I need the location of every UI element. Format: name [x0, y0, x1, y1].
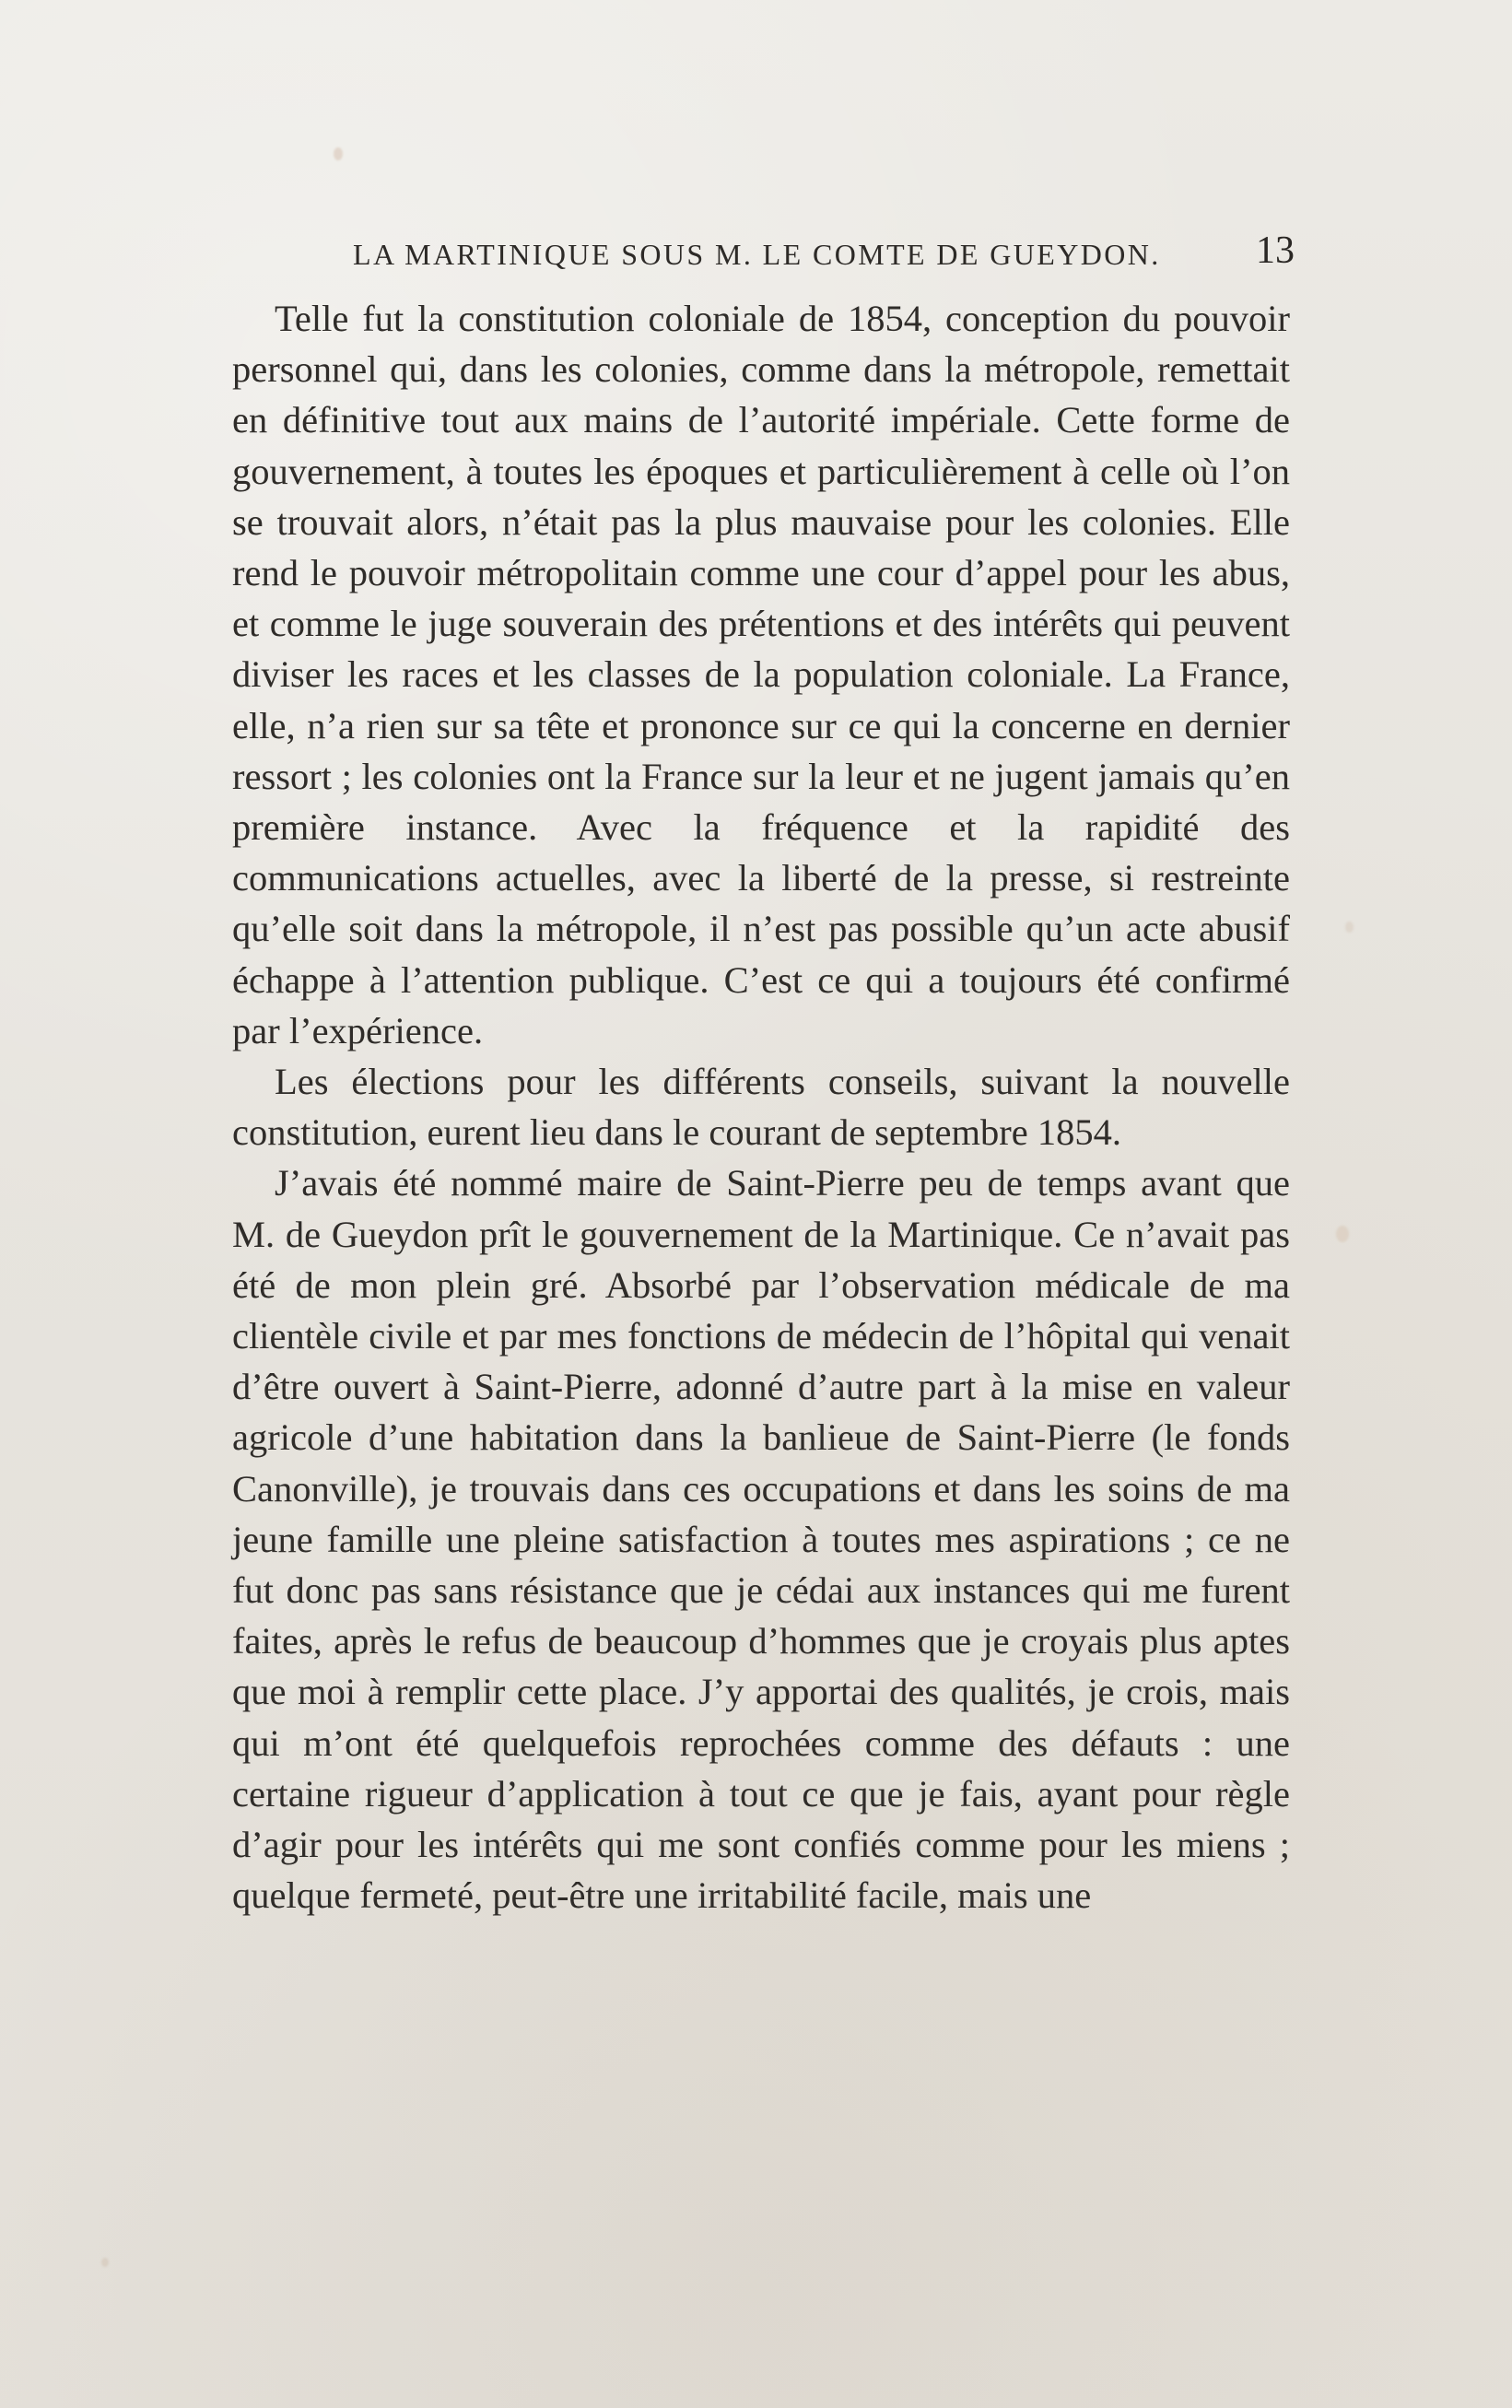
body-text — [232, 293, 1290, 1921]
paper-stain — [1345, 922, 1354, 933]
paper-stain — [101, 2258, 109, 2267]
paragraph-elections: Les élections pour les différents conseils, suivant la nouvelle constitution, eurent lieu dans le courant de septembre 1854. — [232, 1061, 1290, 1154]
paragraph-constitution: Telle fut la constitution coloniale de 1854, conception du pouvoir personnel qui, dans les colonies, comme dans la métropole, remettait en définitive tout aux mains de l’autorité impériale. Cette forme de gouvernement, à toutes les époques et particulièrement à celle où l’on se trouvait alors, n’était pas la plus mauvaise pour les colonies. Elle rend le pouvoir métropolitain comme une cour d’appel pour les abus, et comme le juge souverain des prétentions et des intérêts qui peuvent diviser les races et les classes de la population coloniale. La France, elle, n’a rien sur sa tête et prononce sur ce qui la concerne en dernier ressort ; les colonies ont la France sur la leur et ne jugent jamais qu’en première instance. Avec la fréquence et la rapidité des communications actuelles, avec la liberté de la presse, si restreinte qu’elle soit dans la métropole, il n’est pas possible qu’un acte abusif échappe à l’attention publique. C’est ce qui a toujours été confirmé par l’expérience. — [232, 298, 1290, 1051]
paragraph-mayor: J’avais été nommé maire de Saint-Pierre peu de temps avant que M. de Gueydon prît le gouvernement de la Martinique. Ce n’avait pas été de mon plein gré. Absorbé par l’observation médicale de ma clientèle civile et par mes fonctions de médecin de l’hôpital qui venait d’être ouvert à Saint-Pierre, adonné d’autre part à la mise en valeur agricole d’une habitation dans la banlieue de Saint-Pierre (le fonds Canonville), je trouvais dans ces occupations et dans les soins de ma jeune famille une pleine satisfaction à toutes mes aspirations ; ce ne fut donc pas sans résistance que je cédai aux instances qui me furent faites, après le refus de beaucoup d’hommes que je croyais plus aptes que moi à remplir cette place. J’y apportai des qualités, je crois, mais qui m’ont été quelquefois reprochées comme des défauts : une certaine rigueur d’application à tout ce que je fais, ayant pour règle d’agir pour les intérêts qui me sont confiés comme pour les miens ; quelque fermeté, peut-être une irritabilité facile, mais une — [232, 1162, 1290, 1917]
paper-stain — [334, 147, 343, 160]
running-head: LA MARTINIQUE SOUS M. LE COMTE DE GUEYDON. — [353, 238, 1161, 271]
paper-stain — [1336, 1226, 1349, 1242]
page-number: 13 — [1256, 229, 1295, 272]
